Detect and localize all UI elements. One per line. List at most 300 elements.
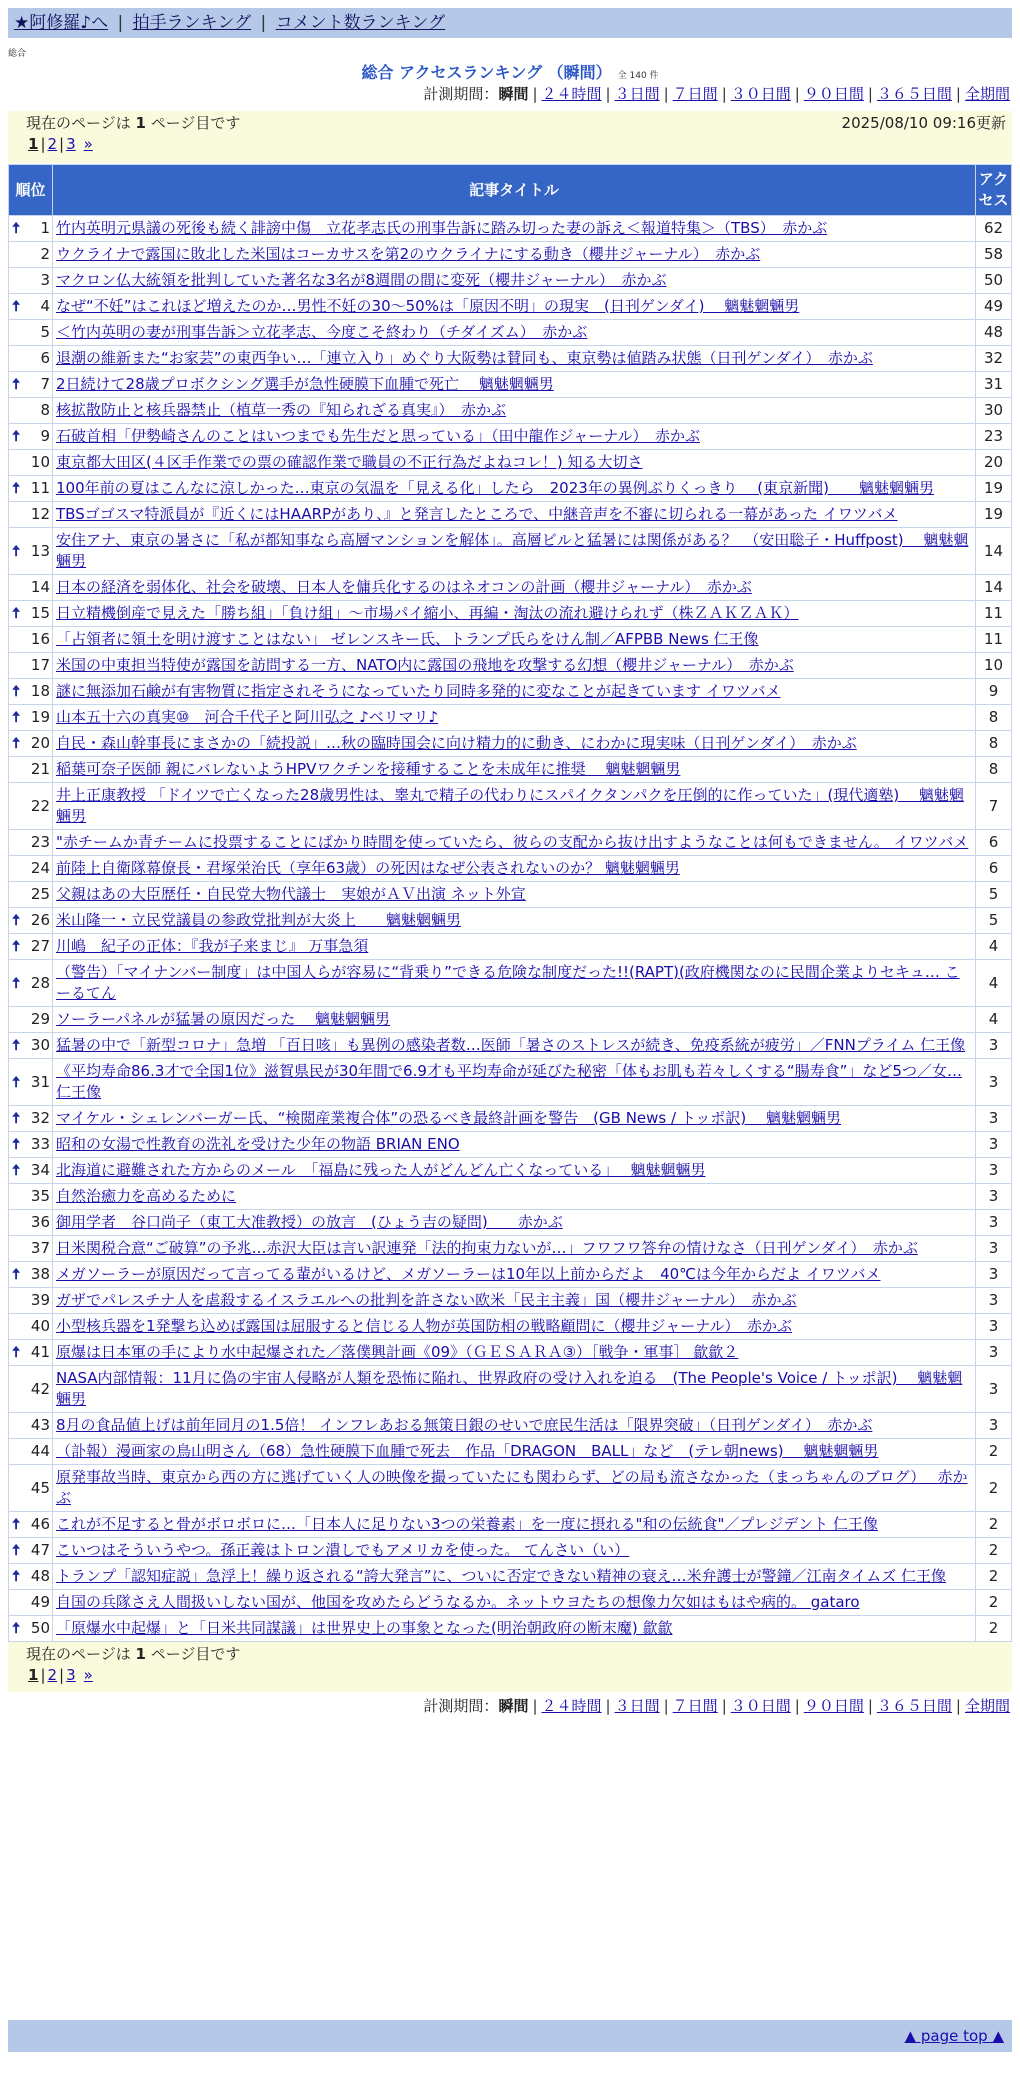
rank-up-arrow-icon: 🠅: [12, 682, 21, 700]
rank-up-arrow-icon: 🠅: [12, 1567, 21, 1585]
table-row: [9, 856, 1012, 882]
rank-number: 27: [30, 937, 50, 955]
period-label: 計測期間：: [423, 1697, 499, 1715]
period-link[interactable]: ７日間: [672, 1697, 718, 1715]
table-row: [9, 216, 1012, 242]
access-count: 3: [976, 1262, 1012, 1288]
table-row: [9, 731, 1012, 757]
access-count: 7: [976, 783, 1012, 830]
table-row: [9, 1059, 1012, 1106]
rank-up-arrow-icon: 🠅: [12, 1036, 21, 1054]
article-link[interactable]: ＜竹内英明の妻が刑事告訴＞立花孝志、今度こそ終わり（チダイズム） 赤かぶ: [56, 323, 588, 341]
article-link[interactable]: （警告）「マイナンバー制度」は中国人らが容易に“背乗り”できる危険な制度だった!!(RAPT)(政府機関なのに民間企業よりセキュ… こーるてん: [56, 963, 960, 1002]
rank-up-arrow-icon: 🠅: [12, 1135, 21, 1153]
footer-bar: [8, 2020, 1012, 2052]
period-link[interactable]: ３日間: [614, 1697, 660, 1715]
article-link[interactable]: 御用学者 谷口尚子（東工大准教授）の放言 (ひょう吉の疑問) 赤かぶ: [56, 1213, 563, 1231]
table-row: [9, 1236, 1012, 1262]
rank-up-arrow-icon: 🠅: [12, 479, 21, 497]
period-link[interactable]: 全期間: [964, 1697, 1010, 1715]
table-row: [9, 653, 1012, 679]
article-link[interactable]: "赤チームか青チームに投票することにばかり時間を使っていたら、彼らの支配から抜け出すようなことは何もできません。 イワツバメ: [56, 833, 969, 851]
comment-ranking-link[interactable]: コメント数ランキング: [275, 13, 446, 33]
rank-cell: [9, 1262, 53, 1288]
title-cell: [53, 476, 976, 502]
table-row: [9, 1007, 1012, 1033]
rank-number: 12: [30, 505, 50, 523]
rank-cell: [9, 294, 53, 320]
next-page-link[interactable]: »: [83, 1666, 93, 1684]
title-cell: [53, 1564, 976, 1590]
access-count: 8: [976, 757, 1012, 783]
page-link[interactable]: 3: [66, 1666, 76, 1684]
article-link[interactable]: 「原爆水中起爆」と「日米共同謀議」は世界史上の事象となった(明治朝政府の断末魔) 歙歙: [56, 1619, 673, 1637]
title-cell: [53, 1512, 976, 1538]
rank-cell: [9, 320, 53, 346]
ranking-table: [8, 164, 1012, 1642]
rank-cell: [9, 960, 53, 1007]
access-count: 50: [976, 268, 1012, 294]
title-cell: [53, 960, 976, 1007]
article-link[interactable]: 山本五十六の真実⑩ 河合千代子と阿川弘之 ♪ベリマリ♪: [56, 708, 439, 726]
rank-number: 22: [30, 796, 50, 815]
rank-cell: [9, 1059, 53, 1106]
rank-cell: [9, 528, 53, 575]
article-link[interactable]: 自然治癒力を高めるために: [56, 1187, 237, 1205]
rank-cell: [9, 346, 53, 372]
rank-number: 44: [30, 1442, 50, 1460]
period-separator: |: [605, 1697, 611, 1715]
rank-up-arrow-icon: 🠅: [12, 973, 21, 992]
table-row: [9, 1314, 1012, 1340]
rank-number: 24: [30, 859, 50, 877]
rank-cell: [9, 216, 53, 242]
rank-cell: [9, 934, 53, 960]
article-link[interactable]: 自国の兵隊さえ人間扱いしない国が、他国を攻めたらどうなるか。ネットウヨたちの想像力欠如はもはや病的。 gataro: [56, 1593, 860, 1611]
rank-cell: [9, 830, 53, 856]
period-link[interactable]: ３６５日間: [876, 1697, 952, 1715]
article-link[interactable]: 日本の経済を弱体化、社会を破壊、日本人を傭兵化するのはネオコンの計画（櫻井ジャーナル） 赤かぶ: [56, 578, 752, 596]
title-cell: [53, 294, 976, 320]
table-row: [9, 1340, 1012, 1366]
table-row: [9, 346, 1012, 372]
title-cell: [53, 1262, 976, 1288]
rank-up-arrow-icon: 🠅: [12, 604, 21, 622]
rank-number: 19: [30, 708, 50, 726]
period-link[interactable]: ９０日間: [803, 85, 864, 103]
rank-number: 3: [40, 271, 50, 289]
rank-number: 5: [40, 323, 50, 341]
rank-cell: [9, 1236, 53, 1262]
access-count: 6: [976, 830, 1012, 856]
title-cell: [53, 856, 976, 882]
article-link[interactable]: 日米関税合意“ご破算”の予兆…赤沢大臣は言い訳連発「法的拘束力ないが…」フワフワ答弁の情けなさ（日刊ゲンダイ） 赤かぶ: [56, 1239, 918, 1257]
period-separator: |: [532, 1697, 538, 1715]
period-separator: |: [663, 1697, 669, 1715]
title-cell: [53, 934, 976, 960]
period-separator: |: [867, 85, 873, 103]
table-row: [9, 1033, 1012, 1059]
rank-up-arrow-icon: 🠅: [12, 1515, 21, 1533]
access-count: 3: [976, 1366, 1012, 1413]
title-cell: [53, 320, 976, 346]
rank-up-arrow-icon: 🠅: [12, 1619, 21, 1637]
title-cell: [53, 1590, 976, 1616]
rank-cell: [9, 450, 53, 476]
article-link[interactable]: 昭和の女湯で性教育の洗礼を受けた少年の物語 BRIAN ENO: [56, 1135, 460, 1153]
article-link[interactable]: TBSゴゴスマ特派員が『近くにはHAARPがあり、』と発言したところで、中継音声を不審に切られる一幕があった イワツバメ: [56, 505, 898, 523]
rank-number: 50: [30, 1619, 50, 1637]
access-header: アクセス: [976, 165, 1012, 216]
article-link[interactable]: 退潮の維新また“お家芸”の東西争い…「連立入り」めぐり大阪勢は賛同も、東京勢は値踏み状態（日刊ゲンダイ） 赤かぶ: [56, 349, 873, 367]
table-row: [9, 1262, 1012, 1288]
rank-cell: [9, 1413, 53, 1439]
rank-cell: [9, 731, 53, 757]
rank-up-arrow-icon: 🠅: [12, 1343, 21, 1361]
rank-number: 36: [30, 1213, 50, 1231]
period-selector-top: [10, 84, 1010, 104]
rank-up-arrow-icon: 🠅: [12, 911, 21, 929]
article-link[interactable]: 核拡散防止と核兵器禁止（植草一秀の『知られざる真実』） 赤かぶ: [56, 401, 507, 419]
period-current: 瞬間: [498, 85, 529, 103]
rank-number: 42: [30, 1379, 50, 1398]
title-cell: [53, 424, 976, 450]
period-separator: |: [794, 85, 800, 103]
rank-cell: [9, 1132, 53, 1158]
rank-cell: [9, 1033, 53, 1059]
article-link[interactable]: 謎に無添加石鹸が有害物質に指定されそうになっていたり同時多発的に変なことが起きています イワツバメ: [56, 682, 781, 700]
rank-cell: [9, 908, 53, 934]
table-row: [9, 450, 1012, 476]
table-row: [9, 960, 1012, 1007]
page-separator: |: [59, 1666, 65, 1684]
rank-number: 10: [30, 453, 50, 471]
article-link[interactable]: 竹内英明元県議の死後も続く誹謗中傷 立花孝志氏の刑事告訴に踏み切った妻の訴え＜報道特集＞（TBS） 赤かぶ: [56, 219, 828, 237]
rank-cell: [9, 1210, 53, 1236]
rank-cell: [9, 1288, 53, 1314]
article-link[interactable]: NASA内部情報：11月に偽の宇宙人侵略が人類を恐怖に陥れ、世界政府の受け入れを迫る (The People's Voice / トッポ訳) 魑魅魍魎男: [56, 1369, 963, 1408]
period-link[interactable]: ９０日間: [803, 1697, 864, 1715]
article-link[interactable]: 原発事故当時、東京から西の方に逃げていく人の映像を撮っていたにも関わらず、どの局も流さなかった（まっちゃんのブログ） 赤かぶ: [56, 1468, 968, 1507]
article-link[interactable]: 北海道に避難された方からのメール 「福島に残った人がどんどん亡くなっている」 魑魅魍魎男: [56, 1161, 706, 1179]
access-count: 2: [976, 1564, 1012, 1590]
access-count: 2: [976, 1616, 1012, 1642]
title-cell: [53, 1158, 976, 1184]
article-link[interactable]: なぜ“不妊”はこれほど増えたのか…男性不妊の30～50%は「原因不明」の現実 (日刊ゲンダイ) 魑魅魍魎男: [56, 297, 800, 315]
table-row: [9, 502, 1012, 528]
title-cell: [53, 1184, 976, 1210]
rank-cell: [9, 653, 53, 679]
access-count: 8: [976, 731, 1012, 757]
table-row: [9, 627, 1012, 653]
table-header-row: [9, 165, 1012, 216]
article-link[interactable]: ウクライナで露国に敗北した米国はコーカサスを第2のウクライナにする動き（櫻井ジャーナル） 赤かぶ: [56, 245, 761, 263]
rank-number: 38: [30, 1265, 50, 1283]
access-count: 11: [976, 601, 1012, 627]
total-count: 全 140 件: [617, 71, 659, 81]
article-link[interactable]: これが不足すると骨がボロボロに…「日本人に足りない3つの栄養素」を一度に摂れる"和の伝統食"／プレジデント 仁王像: [56, 1515, 878, 1533]
title-cell: [53, 882, 976, 908]
table-row: [9, 268, 1012, 294]
article-link[interactable]: こいつはそういうやつ。孫正義はトロン潰しでもアメリカを使った。 てんさい（い）: [56, 1541, 630, 1559]
table-row: [9, 1512, 1012, 1538]
rank-up-arrow-icon: 🠅: [12, 427, 21, 445]
article-link[interactable]: 自民・森山幹事長にまさかの「続投説」…秋の臨時国会に向け精力的に動き、にわかに現実味（日刊ゲンダイ） 赤かぶ: [56, 734, 857, 752]
access-count: 62: [976, 216, 1012, 242]
article-link[interactable]: 100年前の夏はこんなに涼しかった…東京の気温を「見える化」したら 2023年の異例ぶりくっきり (東京新聞) 魑魅魍魎男: [56, 479, 934, 497]
rank-cell: [9, 268, 53, 294]
period-current: 瞬間: [498, 1697, 529, 1715]
title-cell: [53, 757, 976, 783]
rank-number: 46: [30, 1515, 50, 1533]
access-count: 58: [976, 242, 1012, 268]
access-count: 2: [976, 1538, 1012, 1564]
page-status-text: 現在のページは 1 ページ目です: [26, 1645, 241, 1663]
access-count: 30: [976, 398, 1012, 424]
article-link[interactable]: 猛暑の中で「新型コロナ」急増 「百日咳」も異例の感染者数…医師「暑さのストレスが続き、免疫系統が疲労」／FNNプライム 仁王像: [56, 1036, 966, 1054]
period-selector-bottom: [10, 1696, 1010, 1716]
rank-number: 2: [40, 245, 50, 263]
rank-number: 41: [30, 1343, 50, 1361]
title-cell: [53, 653, 976, 679]
title-cell: [53, 1132, 976, 1158]
access-count: 3: [976, 1059, 1012, 1106]
table-row: [9, 882, 1012, 908]
access-count: 4: [976, 960, 1012, 1007]
article-link[interactable]: 8月の食品値上げは前年同月の1.5倍！ インフレあおる無策日銀のせいで庶民生活は「限界突破」（日刊ゲンダイ） 赤かぶ: [56, 1416, 873, 1434]
article-link[interactable]: 稲葉可奈子医師 親にバレないようHPVワクチンを接種することを未成年に推奨 魑魅魍魎男: [56, 760, 681, 778]
period-link[interactable]: ３日間: [614, 85, 660, 103]
table-row: [9, 830, 1012, 856]
rank-up-arrow-icon: 🠅: [12, 937, 21, 955]
period-link[interactable]: ２４時間: [541, 1697, 602, 1715]
next-page-link[interactable]: »: [83, 135, 93, 153]
pagination-bottom: [8, 1642, 1012, 1692]
page-top-link[interactable]: ▲ page top ▲: [904, 2027, 1004, 2045]
table-row: [9, 1210, 1012, 1236]
article-link[interactable]: 井上正康教授 「ドイツで亡くなった28歳男性は、睾丸で精子の代わりにスパイクタンパクを圧倒的に作っていた」(現代適塾) 魑魅魍魎男: [56, 786, 964, 825]
table-row: [9, 1439, 1012, 1465]
rank-cell: [9, 1439, 53, 1465]
access-count: 4: [976, 1007, 1012, 1033]
period-link[interactable]: ３６５日間: [876, 85, 952, 103]
title-cell: [53, 601, 976, 627]
rank-number: 32: [30, 1109, 50, 1127]
access-count: 2: [976, 1465, 1012, 1512]
article-link[interactable]: 安住アナ、東京の暑さに「私が都知事なら高層マンションを解体」。高層ビルと猛暑には関係がある？ （安田聡子・Huffpost) 魑魅魍魎男: [56, 531, 969, 570]
access-count: 3: [976, 1236, 1012, 1262]
rank-cell: [9, 882, 53, 908]
rank-number: 45: [30, 1478, 50, 1497]
page-link[interactable]: 2: [47, 1666, 58, 1684]
rank-cell: [9, 627, 53, 653]
rank-number: 28: [30, 973, 50, 992]
rank-cell: [9, 679, 53, 705]
access-count: 5: [976, 882, 1012, 908]
table-row: [9, 424, 1012, 450]
access-count: 3: [976, 1340, 1012, 1366]
title-cell: [53, 1314, 976, 1340]
table-row: [9, 934, 1012, 960]
rank-cell: [9, 575, 53, 601]
period-separator: |: [794, 1697, 800, 1715]
table-row: [9, 705, 1012, 731]
access-count: 5: [976, 908, 1012, 934]
title-cell: [53, 783, 976, 830]
rank-number: 17: [30, 656, 50, 674]
title-cell: [53, 705, 976, 731]
rank-number: 31: [30, 1072, 50, 1091]
access-count: 3: [976, 1184, 1012, 1210]
rank-number: 14: [30, 578, 50, 596]
article-link[interactable]: 小型核兵器を1発撃ち込めば露国は屈服すると信じる人物が英国防相の戦略顧問に（櫻井ジャーナル） 赤かぶ: [56, 1317, 792, 1335]
article-link[interactable]: メガソーラーが原因だって言ってる輩がいるけど、メガソーラーは10年以上前からだよ 40℃は今年からだよ イワツバメ: [56, 1265, 881, 1283]
period-link[interactable]: ２４時間: [541, 85, 602, 103]
rank-cell: [9, 1564, 53, 1590]
access-count: 19: [976, 476, 1012, 502]
title-cell: [53, 679, 976, 705]
rank-number: 40: [30, 1317, 50, 1335]
home-link[interactable]: ★阿修羅♪へ: [14, 13, 109, 33]
title-cell: [53, 1465, 976, 1512]
title-cell: [53, 528, 976, 575]
clap-ranking-link[interactable]: 拍手ランキング: [132, 13, 252, 33]
article-link[interactable]: 米山隆一・立民党議員の参政党批判が大炎上 魑魅魍魎男: [56, 911, 462, 929]
access-count: 49: [976, 294, 1012, 320]
title-cell: [53, 575, 976, 601]
article-link[interactable]: マクロン仏大統領を批判していた著名な3名が8週間の間に変死（櫻井ジャーナル） 赤かぶ: [56, 271, 667, 289]
article-link[interactable]: 「占領者に領土を明け渡すことはない」 ゼレンスキー氏、トランプ氏らをけん制／AFPBB News 仁王像: [56, 630, 759, 648]
rank-cell: [9, 476, 53, 502]
rank-number: 37: [30, 1239, 50, 1257]
rank-cell: [9, 1007, 53, 1033]
article-link[interactable]: 前陸上自衛隊幕僚長・君塚栄治氏（享年63歳）の死因はなぜ公表されないのか？ 魑魅魍魎男: [56, 859, 680, 877]
article-link[interactable]: 米国の中東担当特使が露国を訪問する一方、NATO内に露国の飛地を攻撃する幻想（櫻井ジャーナル） 赤かぶ: [56, 656, 794, 674]
title-cell: [53, 398, 976, 424]
rank-cell: [9, 1366, 53, 1413]
title-cell: [53, 268, 976, 294]
rank-up-arrow-icon: 🠅: [12, 1161, 21, 1179]
page-link[interactable]: 3: [66, 135, 76, 153]
access-count: 11: [976, 627, 1012, 653]
table-row: [9, 320, 1012, 346]
access-count: 20: [976, 450, 1012, 476]
table-row: [9, 1106, 1012, 1132]
title-cell: [53, 216, 976, 242]
period-separator: |: [955, 1697, 961, 1715]
table-row: [9, 679, 1012, 705]
page-title: [0, 60, 1020, 83]
title-cell: [53, 1616, 976, 1642]
rank-up-arrow-icon: 🠅: [12, 1265, 21, 1283]
period-link[interactable]: 全期間: [964, 85, 1010, 103]
article-link[interactable]: トランプ「認知症説」急浮上！繰り返される“誇大発言”に、ついに否定できない精神の衰え…米弁護士が警鐘／江南タイムズ 仁王像: [56, 1567, 947, 1585]
article-link[interactable]: （訃報）漫画家の鳥山明さん（68）急性硬膜下血腫で死去 作品「DRAGON BALL」など (テレ朝news) 魑魅魍魎男: [56, 1442, 879, 1460]
rank-cell: [9, 1184, 53, 1210]
title-cell: [53, 1538, 976, 1564]
page-link[interactable]: 2: [47, 135, 58, 153]
table-row: [9, 528, 1012, 575]
access-count: 10: [976, 653, 1012, 679]
article-link[interactable]: 東京都大田区(４区手作業での票の確認作業で職員の不正行為だよねコレ！) 知る大切さ: [56, 453, 643, 471]
title-cell: [53, 1366, 976, 1413]
article-link[interactable]: 《平均寿命86.3才で全国1位》滋賀県民が30年間で6.9才も平均寿命が延びた秘密「体もお肌も若々しくする“腸寿食”」など5つ／女… 仁王像: [56, 1062, 962, 1101]
period-link[interactable]: ３０日間: [730, 85, 791, 103]
title-cell: [53, 1413, 976, 1439]
access-count: 3: [976, 1106, 1012, 1132]
title-cell: [53, 1033, 976, 1059]
access-count: 3: [976, 1132, 1012, 1158]
page-links: [26, 1665, 994, 1686]
title-cell: [53, 1210, 976, 1236]
article-link[interactable]: 2日続けて28歳プロボクシング選手が急性硬膜下血腫で死亡 魑魅魍魎男: [56, 375, 554, 393]
rank-number: 39: [30, 1291, 50, 1309]
article-link[interactable]: 日立精機倒産で見えた「勝ち組」「負け組」～市場パイ縮小、再編・淘汰の流れ避けられず（株ＺＡＫＺＡＫ）: [56, 604, 799, 622]
rank-cell: [9, 757, 53, 783]
table-row: [9, 1288, 1012, 1314]
article-link[interactable]: 石破首相「伊勢崎さんのことはいつまでも先生だと思っている」（田中龍作ジャーナル） 赤かぶ: [56, 427, 700, 445]
period-link[interactable]: ３０日間: [730, 1697, 791, 1715]
table-row: [9, 1538, 1012, 1564]
title-cell: [53, 1059, 976, 1106]
rank-number: 25: [30, 885, 50, 903]
title-cell: [53, 450, 976, 476]
title-cell: [53, 627, 976, 653]
article-link[interactable]: 原爆は日本軍の手により水中起爆された／落僕興計画《09》（ＧＥＳＡＲＡ③）［戦争・軍事］ 歙歙２: [56, 1343, 739, 1361]
rank-cell: [9, 398, 53, 424]
table-row: [9, 1413, 1012, 1439]
access-count: 31: [976, 372, 1012, 398]
table-row: [9, 575, 1012, 601]
rank-number: 33: [30, 1135, 50, 1153]
table-row: [9, 476, 1012, 502]
access-count: 2: [976, 1512, 1012, 1538]
page-separator: |: [40, 1666, 46, 1684]
rank-cell: [9, 1465, 53, 1512]
article-link[interactable]: マイケル・シェレンバーガー氏、“検閲産業複合体”の恐るべき最終計画を警告 (GB News / トッポ訳) 魑魅魍魎男: [56, 1109, 841, 1127]
article-link[interactable]: 父親はあの大臣歴任・自民党大物代議士 実娘がＡＶ出演 ネット外宣: [56, 885, 526, 903]
rank-number: 4: [40, 297, 50, 315]
rank-up-arrow-icon: 🠅: [12, 1072, 21, 1091]
rank-up-arrow-icon: 🠅: [12, 1109, 21, 1127]
rank-number: 29: [30, 1010, 50, 1028]
title-cell: [53, 502, 976, 528]
rank-number: 15: [30, 604, 50, 622]
table-row: [9, 1184, 1012, 1210]
period-separator: |: [721, 85, 727, 103]
table-row: [9, 242, 1012, 268]
article-link[interactable]: 川嶋 紀子の正体：『我が子来まじ』 万事急須: [56, 937, 369, 955]
access-count: 2: [976, 1590, 1012, 1616]
article-link[interactable]: ガザでパレスチナ人を虐殺するイスラエルへの批判を許さない欧米「民主主義」国（櫻井ジャーナル） 赤かぶ: [56, 1291, 797, 1309]
page-current: 1: [28, 1666, 39, 1684]
rank-number: 47: [30, 1541, 50, 1559]
period-separator: |: [605, 85, 611, 103]
table-row: [9, 1465, 1012, 1512]
rank-up-arrow-icon: 🠅: [12, 708, 21, 726]
rank-up-arrow-icon: 🠅: [12, 297, 21, 315]
table-row: [9, 601, 1012, 627]
article-link[interactable]: ソーラーパネルが猛暑の原因だった 魑魅魍魎男: [56, 1010, 391, 1028]
rank-number: 30: [30, 1036, 50, 1054]
period-link[interactable]: ７日間: [672, 85, 718, 103]
table-row: [9, 1564, 1012, 1590]
table-row: [9, 1132, 1012, 1158]
category-label: 総合: [8, 49, 27, 59]
table-row: [9, 398, 1012, 424]
rank-cell: [9, 856, 53, 882]
rank-cell: [9, 1106, 53, 1132]
